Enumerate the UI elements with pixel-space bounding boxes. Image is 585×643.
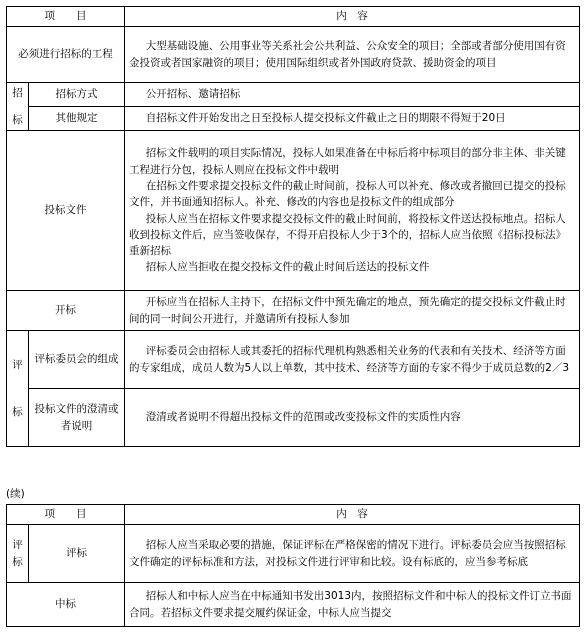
table-row [7,107,580,131]
row-content-other: 自招标文件开始发出之日至投标人提交投标文件截止之日的期限不得短于20日 [125,107,580,131]
row-label-evaluation: 评标 [29,525,125,583]
row-label-award: 中标 [7,583,125,627]
row-content-clarify: 澄清或者说明不得超出投标文件的范围或改变投标文件的实质性内容 [125,389,580,447]
row-label-method: 招标方式 [29,83,125,107]
header-content: 内 容 [125,505,580,525]
bid-docs-paragraph: 招标人应当拒收在提交投标文件的截止时间后送达的投标文件 [145,261,430,274]
table-row [7,331,580,389]
group-label-pingbiao [7,331,29,447]
table-header-row [7,7,580,27]
row-label-bid-open: 开标 [7,291,125,331]
table-row [7,525,580,583]
row-label-bid-docs: 投标文件 [7,131,125,291]
table-row [7,83,580,107]
table-header-row [7,505,580,525]
group-label-zhaobiao-top: 招 [12,87,23,100]
group-label-pingbiao-bottom: 标 [12,555,23,568]
group-label-zhaobiao [7,83,29,131]
header-item: 项 目 [7,505,125,525]
table-row [7,583,580,627]
row-content-evaluation: 招标人应当采取必要的措施，保证评标在严格保密的情况下进行。评标委员会应当按照招标文件确定的评标标准和方法，对投标文件进行评审和比较。设有标底的，应当参考标底 [125,525,580,583]
row-label-clarify: 投标文件的澄清或者说明 [29,389,125,447]
table-row [7,291,580,331]
group-label-zhaobiao-bottom: 标 [12,113,23,126]
bid-docs-paragraph: 招标文件载明的项目实际情况，投标人如果准备在中标后将中标项目的部分非主体、非关键工程进行分包，投标人则应在投标文件中载明 [129,147,566,176]
group-label-pingbiao [7,525,29,583]
table-row [7,27,580,83]
row-content-must-tender: 大型基础设施、公用事业等关系社会公共利益、公众安全的项目；全部或者部分使用国有资金投资或者国家融资的项目；使用国际组织或者外国政府贷款、援助资金的项目 [125,27,580,83]
group-label-pingbiao-top: 评 [12,359,23,372]
row-content-committee: 评标委员会由招标人或其委托的招标代理机构熟悉相关业务的代表和有关技术、经济等方面的专家组成，成员人数为5人以上单数，其中技术、经济等方面的专家不得少于成员总数的2／3 [125,331,580,389]
header-item: 项 目 [7,7,125,27]
row-label-committee: 评标委员会的组成 [29,331,125,389]
group-label-pingbiao-top: 评 [12,539,23,552]
tendering-table [6,6,580,447]
bid-docs-paragraph: 在招标文件要求提交投标文件的截止时间前，投标人可以补充、修改或者撤回已提交的投标文件，并书面通知招标人。补充、修改的内容也是投标文件的组成部分 [129,179,566,209]
row-content-method: 公开招标、邀请招标 [125,83,580,107]
row-content-award: 招标人和中标人应当在中标通知书发出3013内，按照招标文件和中标人的投标文件订立书面合同。若招标文件要求提交履约保证金，中标人应当提交 [125,583,580,627]
continued-label: (续) [6,488,25,500]
group-label-pingbiao-bottom: 标 [12,405,23,418]
row-content-bid-open: 开标应当在招标人主持下，在招标文件中预先确定的地点，预先确定的提交投标文件截止时间的同一时间公开进行，并邀请所有投标人参加 [125,291,580,331]
tendering-table-continued [6,504,580,627]
header-content: 内 容 [125,7,580,27]
row-label-must-tender: 必须进行招标的工程 [7,27,125,83]
table-row [7,389,580,447]
bid-docs-paragraph: 投标人应当在招标文件要求提交投标文件的截止时间前，将投标文件送达投标地点。招标人收到投标文件后，应当签收保存，不得开启投标人少于3个的，招标人应当依照《招标投标法》重新招标 [129,212,567,258]
row-content-bid-docs [125,131,580,291]
row-label-other: 其他规定 [29,107,125,131]
table-row [7,131,580,291]
